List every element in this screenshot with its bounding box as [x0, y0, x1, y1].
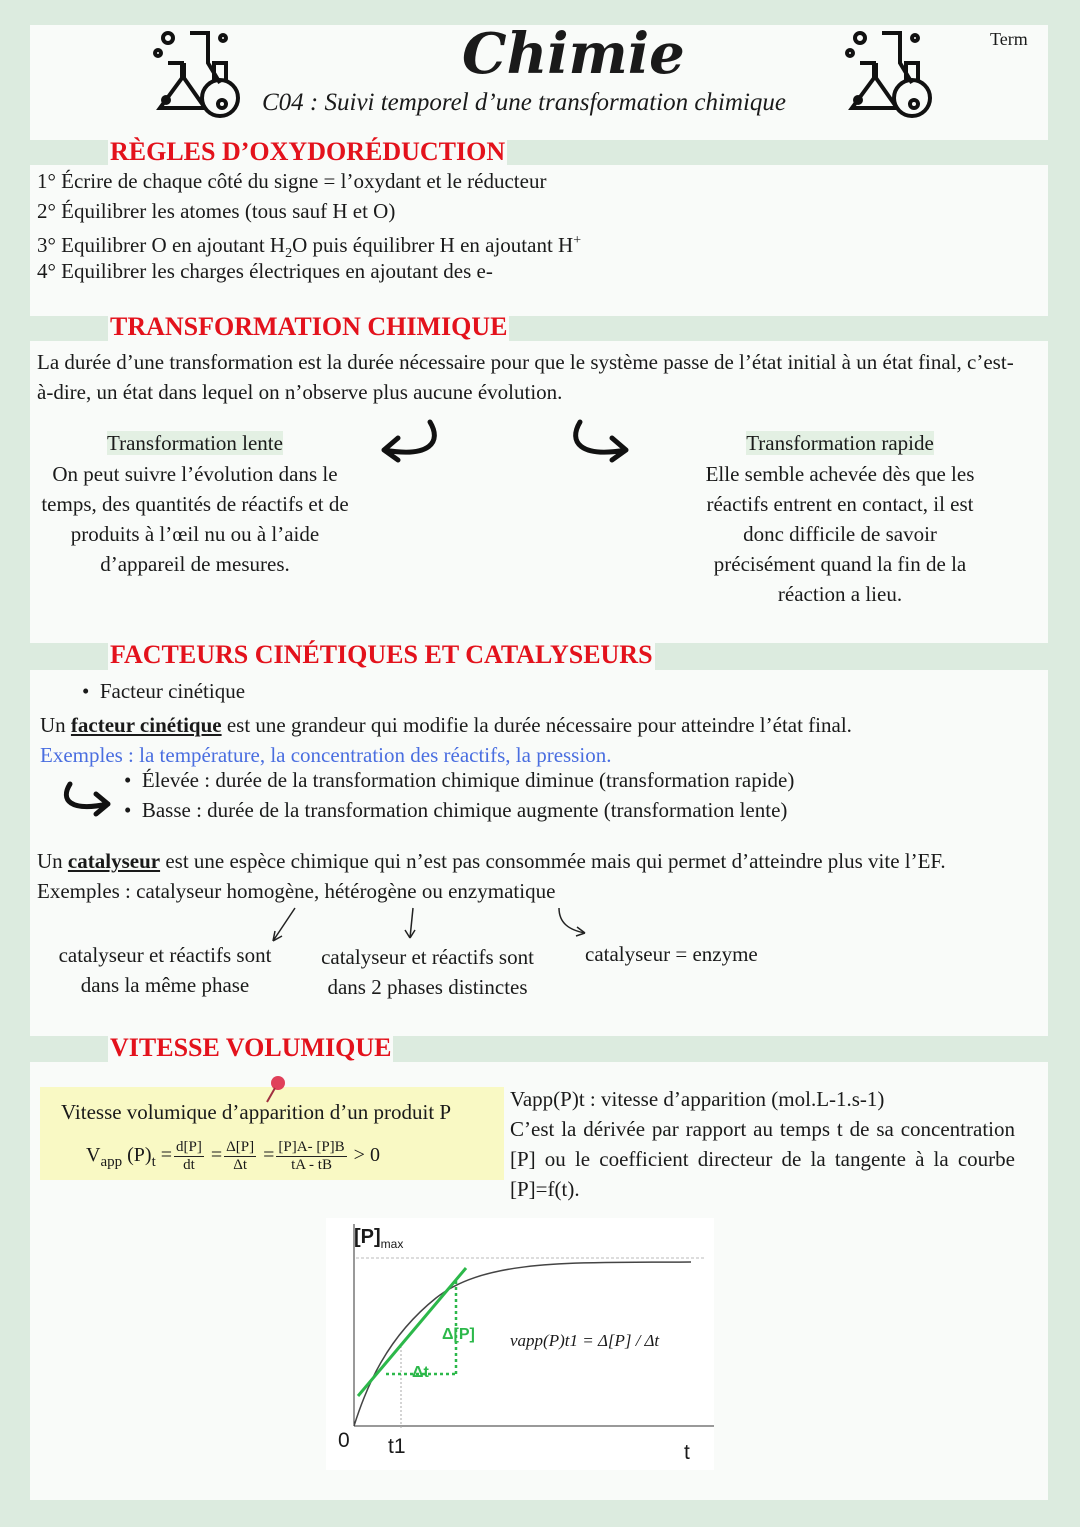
section-title-transformation: TRANSFORMATION CHIMIQUE [110, 312, 508, 341]
graph-formula: vapp(P)t1 = Δ[P] / Δt [510, 1331, 660, 1350]
kinetic-examples: Exemples : la température, la concentration des réactifs, la pression. [40, 743, 612, 767]
page-title: Chimie [462, 21, 685, 87]
chemistry-flasks-icon [148, 28, 240, 120]
bullet-kinetic-factor: • Facteur cinétique [82, 679, 246, 703]
velocity-formula: $V_{app}$ $(P)_t$ = $\frac{d[P]}{dt}$ = $\frac{\Delta[P]}{\Delta t}$ = $\frac{[P]A- [P]B}{tA - tB}$ > 0 [86, 1138, 380, 1173]
rule-3: 3° Equilibrer O en ajoutant $H_2O$ puis équilibrer H en ajoutant H+ [37, 233, 582, 262]
chemistry-flasks-icon [840, 28, 932, 120]
chapter-subtitle: C04 : Suivi temporel d’une transformation chimique [262, 89, 787, 116]
curved-arrow-right-icon [58, 780, 118, 820]
slow-text: On peut suivre l’évolution dans le temps, des quantités de réactifs et de produits à l’œil nu ou à l’aide d’appareil de mesures. [41, 462, 349, 576]
fast-title: Transformation rapide [746, 431, 934, 455]
velocity-definition: C’est la dérivée par rapport au temps t de sa concentration [P] ou le coefficient directeur de la tangente à la courbe [P]=f(t). [510, 1117, 1015, 1201]
pointer-arrows-icon [265, 905, 605, 947]
level-label: Term [990, 29, 1028, 49]
low-item: • Basse : durée de la transformation chimique augmente (transformation lente) [124, 798, 788, 822]
high-item: • Élevée : durée de la transformation chimique diminue (transformation rapide) [124, 768, 795, 792]
x-axis-label: t [684, 1441, 690, 1464]
formula-title: Vitesse volumique d’apparition d’un produit P [61, 1100, 452, 1124]
catalyst-def: Un catalyseur est une espèce chimique qui n’est pas consommée mais qui permet d’atteindre plus vite l’EF. [37, 849, 946, 873]
curved-arrow-right-icon [566, 418, 638, 466]
velocity-graph [326, 1218, 714, 1470]
curved-arrow-left-icon [372, 418, 444, 466]
y-axis-label: $[P]_{max}$ [354, 1226, 404, 1251]
transformation-intro: La durée d’une transformation est la durée nécessaire pour que le système passe de l’état initial à un état final, c’est-à-dire, un état dans lequel on n’observe plus aucune évolution. [37, 350, 1014, 404]
slow-title: Transformation lente [107, 431, 283, 455]
section-title-redox: RÈGLES D’OXYDORÉDUCTION [110, 137, 506, 166]
enzymatic-catalysis: catalyseur = enzyme [585, 942, 758, 966]
origin-label: 0 [338, 1429, 350, 1452]
velocity-unit-def: Vapp(P)t : vitesse d’apparition (mol.L-1.s-1) [510, 1087, 885, 1111]
fast-text: Elle semble achevée dès que les réactifs entrent en contact, il est donc difficile de savoir précisément quand la fin de la réaction a lieu. [705, 462, 975, 606]
section-title-kinetics: FACTEURS CINÉTIQUES ET CATALYSEURS [110, 640, 653, 669]
rule-4: 4° Equilibrer les charges électriques en ajoutant des e- [37, 259, 493, 283]
delta-p-label: Δ[P] [442, 1326, 475, 1343]
section-title-velocity: VITESSE VOLUMIQUE [110, 1033, 392, 1062]
delta-t-label: Δt [412, 1364, 429, 1381]
rule-1: 1° Écrire de chaque côté du signe = l’oxydant et le réducteur [37, 169, 547, 193]
homogeneous-catalysis: catalyseur et réactifs sont dans la même phase [58, 943, 272, 997]
heterogeneous-catalysis: catalyseur et réactifs sont dans 2 phases distinctes [321, 945, 534, 999]
t1-label: t1 [388, 1435, 406, 1458]
rule-2: 2° Équilibrer les atomes (tous sauf H et O) [37, 199, 396, 223]
catalyst-examples: Exemples : catalyseur homogène, hétérogène ou enzymatique [37, 879, 556, 903]
kinetic-factor-def: Un facteur cinétique est une grandeur qui modifie la durée nécessaire pour atteindre l’état final. [40, 713, 852, 737]
